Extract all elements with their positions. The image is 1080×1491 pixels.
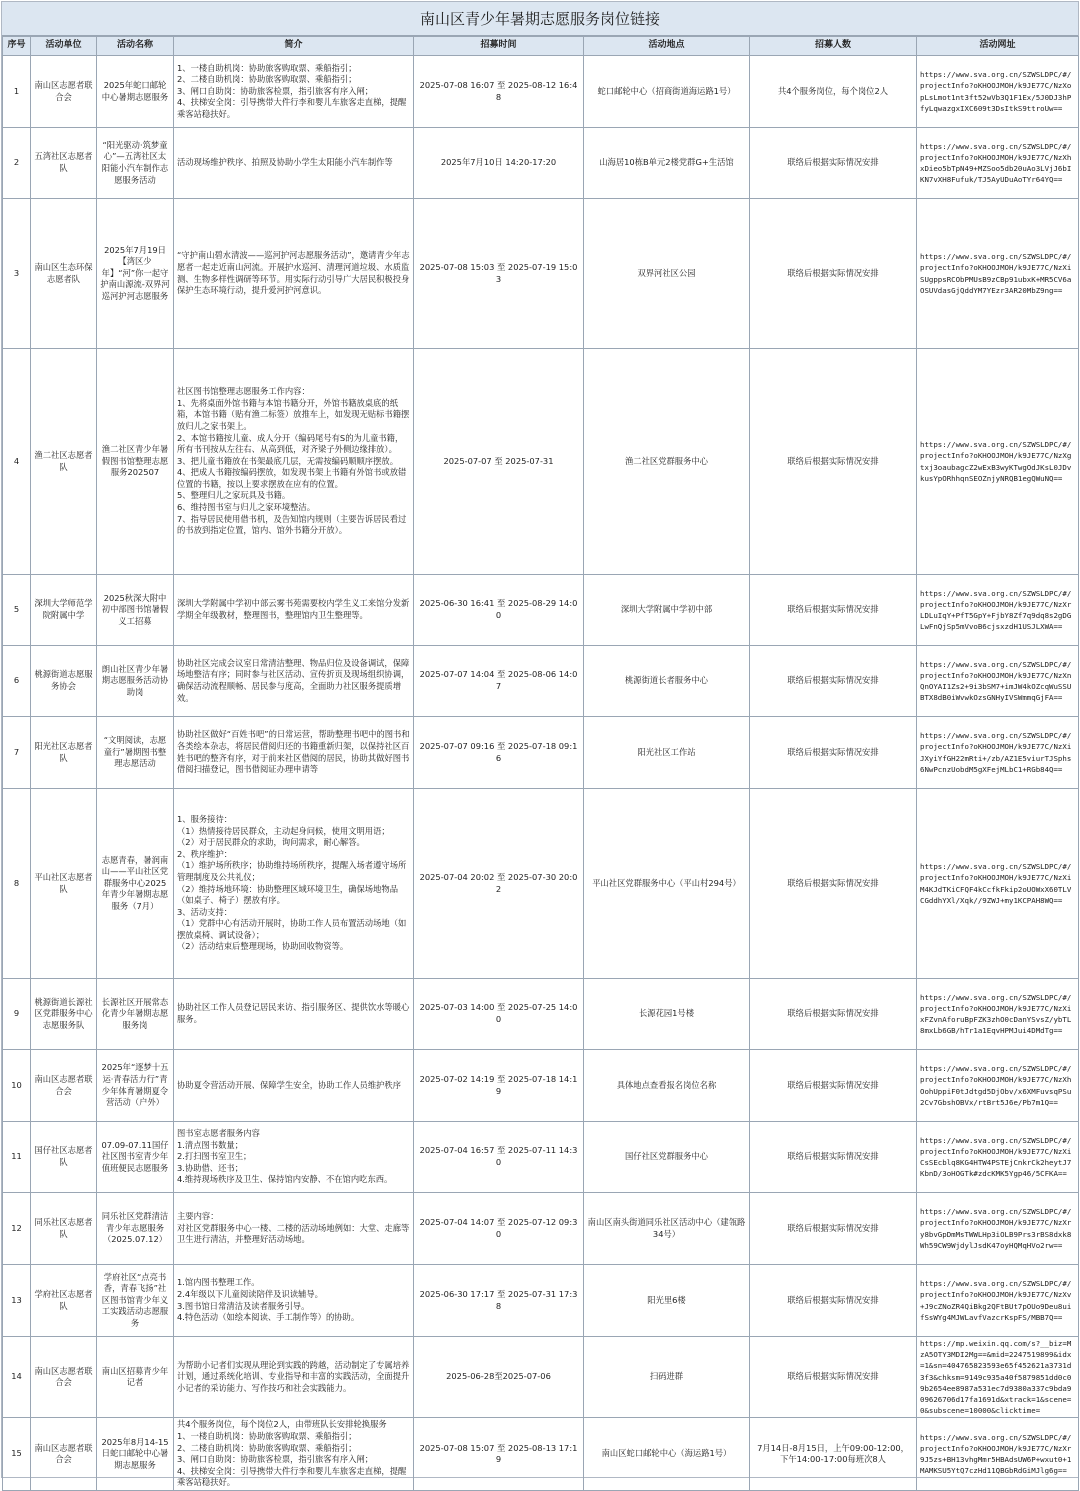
table-body <box>3 56 1079 1491</box>
headcount-cell: 联络后根据实际情况安排 <box>750 128 917 199</box>
recruit-time-cell: 2025-07-03 14:00 至 2025-07-25 14:00 <box>414 979 584 1050</box>
url-cell[interactable]: https://www.sva.org.cn/SZWSLDPC/#/projectInfo?oKHOOJMOH/k9JE77C/NzXopLsLmot1nt3ft52wVb3Q1F1Ex/5J0DJ3hPfyLqwazgxIXC609t3DsItkS9ttroUw== <box>917 56 1079 128</box>
headcount-cell: 联络后根据实际情况安排 <box>750 717 917 789</box>
unit-cell: 同乐社区志愿者队 <box>31 1193 97 1265</box>
row-number: 8 <box>3 789 31 979</box>
location-cell: 阳光里6楼 <box>584 1265 750 1337</box>
url-cell[interactable]: https://www.sva.org.cn/SZWSLDPC/#/projectInfo?oKHOOJMOH/k9JE77C/NzXv+J9cZNoZR4QiBkg2QFtBUt7pOUo9Deu8uifSsWYg4MJWLavfVazcrKspFS/MBB7Q== <box>917 1265 1079 1337</box>
url-cell[interactable]: https://www.sva.org.cn/SZWSLDPC/#/projectInfo?oKHOOJMOH/k9JE77C/NzXhOohUppiF0tJdtgd5DjObv/x6XMFuvsqPSu2Cv7GbshOBVx/rtBrt5J6e/Pb7m1Q== <box>917 1050 1079 1122</box>
location-cell: 国仔社区党群服务中心 <box>584 1122 750 1193</box>
url-cell[interactable]: https://www.sva.org.cn/SZWSLDPC/#/projectInfo?oKHOOJMOH/k9JE77C/NzXixFZvnAforuBpFZK3zhO0cDanYSvsZ/ybTL8mxLb6GB/hTr1a1EqvHPMJui4DMdTg== <box>917 979 1079 1050</box>
location-cell: 桃源街道长者服务中心 <box>584 646 750 717</box>
intro-cell: 协助社区完成会议室日常清洁整理、物品归位及设备调试，保障场地整洁有序；同时参与社区活动、宣传折页及现场组织协调，确保活动流程顺畅、居民参与度高，全面助力社区服务提质增效。 <box>174 646 414 717</box>
intro-cell: 社区图书馆整理志愿服务工作内容： 1、先将桌面外馆书籍与本馆书籍分开，外馆书籍放桌底的纸箱，本馆书籍（贴有渔二标签）放推车上，如发现无贴标书籍摆放归儿之家书架上。 2、本馆书籍按儿童、成人分开（编码尾号有S的为儿童书籍，所有书刊按从左往右、从高到低，对齐梁子外侧边缘排放）。 3、把儿童书籍放在书架最底几层，无需按编码顺顺序摆放。 4、把成人书籍按编码摆放，如发现书架上书籍有外馆书或放错位置的书籍，按以上要求摆放在应有的位置。 5、整理归儿之家玩具及书籍。 6、维持图书室与归儿之家环境整洁。 7、指导居民使用借书机，及告知馆内规则（主要告诉居民看过的书放到指定位置，馆内、馆外书籍分开放）。 <box>174 349 414 575</box>
table-row <box>3 646 1079 717</box>
recruit-time-cell: 2025-07-04 14:07 至 2025-07-12 09:30 <box>414 1193 584 1265</box>
table-row <box>3 199 1079 349</box>
row-number: 9 <box>3 979 31 1050</box>
table-row <box>3 56 1079 128</box>
intro-cell: 主要内容： 对社区党群服务中心一楼、二楼的活动场地例如：大堂、走廊等卫生进行清洁，并整理好活动场地。 <box>174 1193 414 1265</box>
table-row <box>3 717 1079 789</box>
headcount-cell: 7月14日-8月15日，上午09:00-12:00，下午14:00-17:00每班次8人 <box>750 1418 917 1491</box>
intro-cell: “守护南山碧水清波——巡河护河志愿服务活动”，邀请青少年志愿者一起走近南山河流。开展护水巡河、清理河道垃圾、水质监测、生物多样性调研等环节。用实际行动引导广大居民积极投身保护生态环境行动，提升爱河护河意识。 <box>174 199 414 349</box>
recruit-time-cell: 2025-07-07 至 2025-07-31 <box>414 349 584 575</box>
header-time: 招募时间 <box>414 37 584 56</box>
activity-name-cell: 学府社区“点亮书香，青春飞扬”社区图书馆青少年义工实践活动志愿服务 <box>97 1265 174 1337</box>
table-row <box>3 789 1079 979</box>
intro-cell: 深圳大学附属中学初中部云雾书苑需要校内学生义工来馆分发新学期全年级教材，整理图书，整理馆内卫生整理等。 <box>174 575 414 646</box>
recruit-time-cell: 2025-06-30 16:41 至 2025-08-29 14:00 <box>414 575 584 646</box>
row-number: 5 <box>3 575 31 646</box>
sheet-title: 南山区青少年暑期志愿服务岗位链接 <box>2 2 1078 36</box>
activity-name-cell: 2025秋深大附中初中部图书馆暑假义工招募 <box>97 575 174 646</box>
url-cell[interactable]: https://www.sva.org.cn/SZWSLDPC/#/projectInfo?oKHOOJMOH/k9JE77C/NzXry8bvGpDmMsTWWLHp3iOLB9Prs3rBS8dxk8Wh59CW9WjdylJsdK47oyHQMqHVo2rw== <box>917 1193 1079 1265</box>
table-row <box>3 1265 1079 1337</box>
recruit-time-cell: 2025-06-28至2025-07-06 <box>414 1337 584 1418</box>
row-number: 14 <box>3 1337 31 1418</box>
url-cell[interactable]: https://www.sva.org.cn/SZWSLDPC/#/projectInfo?oKHOOJMOH/k9JE77C/NzXhxDieo5bTpN49+MZSoo5db20uAo3LVjJ6bIKN7vXH8Fufuk/TJ5AyUDuAoTYr64YQ== <box>917 128 1079 199</box>
intro-cell: 1、服务接待： （1）热情接待居民群众，主动起身问候，使用文明用语； （2）对于居民群众的求助，询问需求，耐心解答。 2、秩序维护： （1）维护场所秩序；协助维持场所秩序，提醒入场者遵守场所管理制度及公共礼仪； （2）维持场地环境：协助整理区域环境卫生，确保场地物品（如桌子、椅子）摆放有序。 3、活动支持： （1）党群中心有活动开展时，协助工作人员布置活动场地（如摆放桌椅、调试设备）； （2）活动结束后整理现场，协助回收物资等。 <box>174 789 414 979</box>
unit-cell: 平山社区志愿者队 <box>31 789 97 979</box>
row-number: 6 <box>3 646 31 717</box>
table-row <box>3 128 1079 199</box>
activity-name-cell: 2025年蛇口邮轮中心暑期志愿服务 <box>97 56 174 128</box>
unit-cell: 五湾社区志愿者队 <box>31 128 97 199</box>
url-cell[interactable]: https://www.sva.org.cn/SZWSLDPC/#/projectInfo?oKHOOJMOH/k9JE77C/NzXiCsSEcblq8KG4HTW4PSTEjCnkrCk2heytJ7KbnD/3oHOGTk#zdcKMK5Ygp46/5CFKA== <box>917 1122 1079 1193</box>
location-cell: 长源花园1号楼 <box>584 979 750 1050</box>
recruit-time-cell: 2025-07-07 09:16 至 2025-07-18 09:16 <box>414 717 584 789</box>
url-cell[interactable]: https://www.sva.org.cn/SZWSLDPC/#/projectInfo?oKHOOJMOH/k9JE77C/NzXgtxj3oaubagcZ2wExB3wyKTwgOdJKsL0JDvkusYpORhhqnSEOZnjyNRQB1egQWuNQ== <box>917 349 1079 575</box>
header-unit: 活动单位 <box>31 37 97 56</box>
location-cell: 阳光社区工作站 <box>584 717 750 789</box>
activity-name-cell: “文明阅读，志愿童行”暑期图书整理志愿活动 <box>97 717 174 789</box>
table-row <box>3 349 1079 575</box>
unit-cell: 桃源街道志愿服务协会 <box>31 646 97 717</box>
activity-name-cell: 南山区招募青少年记者 <box>97 1337 174 1418</box>
url-cell[interactable]: https://mp.weixin.qq.com/s?__biz=MzA5OTY3MDI2Mg==&mid=2247519899&idx=1&sn=404765823593e65f452621a3731d3f3&chksm=9149c935a40f5879851dd0c09b2654ee8987a531ec7d9380a337c9bda909626706d17fa1691d&xtrack=1&scene=0&subscene=10000&clicktime= <box>917 1337 1079 1418</box>
row-number: 1 <box>3 56 31 128</box>
location-cell: 蛇口邮轮中心（招商街道海运路1号） <box>584 56 750 128</box>
recruit-time-cell: 2025年7月10日 14:20-17:20 <box>414 128 584 199</box>
activity-name-cell: 志愿青春，暑润南山——平山社区党群服务中心2025年青少年暑期志愿服务（7月） <box>97 789 174 979</box>
intro-cell: 1、一楼自助机岗：协助旅客购取票、乘船指引； 2、二楼自助机岗：协助旅客购取票、乘船指引； 3、闸口自助岗：协助旅客检票，指引旅客有序入闸； 4、扶梯安全岗：引导携带大件行李和婴儿车旅客走直梯，提醒乘客站稳扶好。 <box>174 56 414 128</box>
row-number: 13 <box>3 1265 31 1337</box>
activity-name-cell: 渔二社区青少年暑假图书馆整理志愿服务202507 <box>97 349 174 575</box>
headcount-cell: 联络后根据实际情况安排 <box>750 1337 917 1418</box>
headcount-cell: 共4个服务岗位，每个岗位2人 <box>750 56 917 128</box>
intro-cell: 协助社区做好“百姓书吧”的日常运营，帮助整理书吧中的图书和各类绘本杂志，将居民借阅归还的书籍重新归架，以保持社区百姓书吧的整齐有序，对于前来社区借阅的居民，协助其做好图书借阅扫描登记，图书借阅证办理申请等 <box>174 717 414 789</box>
row-number: 4 <box>3 349 31 575</box>
headcount-cell: 联络后根据实际情况安排 <box>750 979 917 1050</box>
recruit-time-cell: 2025-07-08 16:07 至 2025-08-12 16:48 <box>414 56 584 128</box>
intro-cell: 活动现场维护秩序、拍照及协助小学生太阳能小汽车制作等 <box>174 128 414 199</box>
unit-cell: 渔二社区志愿者队 <box>31 349 97 575</box>
unit-cell: 南山区志愿者联合会 <box>31 1418 97 1491</box>
header-url: 活动网址 <box>917 37 1079 56</box>
location-cell: 南山区南头街道同乐社区活动中心（建瓴路34号） <box>584 1193 750 1265</box>
url-cell[interactable]: https://www.sva.org.cn/SZWSLDPC/#/projectInfo?oKHOOJMOH/k9JE77C/NzXiSUgppsRCObPMUsB9zCBp91ubxK+MR5CV6aOSUVdasGjQddYM7YEzr3AR20MbZ9ng== <box>917 199 1079 349</box>
row-number: 15 <box>3 1418 31 1491</box>
table-row <box>3 1050 1079 1122</box>
location-cell: 具体地点查看报名岗位名称 <box>584 1050 750 1122</box>
location-cell: 平山社区党群服务中心（平山村294号） <box>584 789 750 979</box>
spreadsheet <box>1 1 1079 1488</box>
location-cell: 双界河社区公园 <box>584 199 750 349</box>
headcount-cell: 联络后根据实际情况安排 <box>750 199 917 349</box>
row-number: 11 <box>3 1122 31 1193</box>
url-cell[interactable]: https://www.sva.org.cn/SZWSLDPC/#/projectInfo?oKHOOJMOH/k9JE77C/NzXnQnOYAI1Zs2+9i3bSM7+imJW4kOZcqWuSSUBTX8dB0iWvwkOzsGNHyIVSWmmqGjFA== <box>917 646 1079 717</box>
intro-cell: 为帮助小记者们实现从理论到实践的跨越，活动制定了专属培养计划，通过系统化培训、专业指导和丰富的实践活动，全面提升小记者的采访能力、写作技巧和社会实践能力。 <box>174 1337 414 1418</box>
url-cell[interactable]: https://www.sva.org.cn/SZWSLDPC/#/projectInfo?oKHOOJMOH/k9JE77C/NzXiJXyiYfGH22mRti+/zb/AZ1E5viurTJSphs6NwPcnzUobdM5gXFejMLbC1+RGb84Q== <box>917 717 1079 789</box>
intro-cell: 图书室志愿者服务内容 1.清点图书数量； 2.打扫图书室卫生； 3.协助借、还书； 4.维持现场秩序及卫生、保持馆内安静、不在馆内吃东西。 <box>174 1122 414 1193</box>
row-number: 10 <box>3 1050 31 1122</box>
header-count: 招募人数 <box>750 37 917 56</box>
header-place: 活动地点 <box>584 37 750 56</box>
row-number: 12 <box>3 1193 31 1265</box>
intro-cell: 1.馆内图书整理工作。 2.4年级以下儿童阅读陪伴及识读辅导。 3.图书馆日常清洁及读者服务引导。 4.特色活动（如绘本阅读、手工制作等）的协助。 <box>174 1265 414 1337</box>
activity-name-cell: 朗山社区青少年暑期志愿服务活动协助岗 <box>97 646 174 717</box>
recruit-time-cell: 2025-07-04 20:02 至 2025-07-30 20:02 <box>414 789 584 979</box>
activity-name-cell: 长源社区开展常态化青少年暑期志愿服务岗 <box>97 979 174 1050</box>
table-row <box>3 1418 1079 1491</box>
url-cell[interactable]: https://www.sva.org.cn/SZWSLDPC/#/projectInfo?oKHOOJMOH/k9JE77C/NzXiM4KJdTKiCFQF4kCcfkFkip2oUOWxX60TLVCGddhYXl/Xqk//9ZWJ+my1KCPAH8WQ== <box>917 789 1079 979</box>
headcount-cell: 联络后根据实际情况安排 <box>750 1265 917 1337</box>
header-intro: 简介 <box>174 37 414 56</box>
unit-cell: 国仔社区志愿者队 <box>31 1122 97 1193</box>
unit-cell: 阳光社区志愿者队 <box>31 717 97 789</box>
headcount-cell: 联络后根据实际情况安排 <box>750 1050 917 1122</box>
headcount-cell: 联络后根据实际情况安排 <box>750 1193 917 1265</box>
row-number: 2 <box>3 128 31 199</box>
recruit-time-cell: 2025-06-30 17:17 至 2025-07-31 17:38 <box>414 1265 584 1337</box>
unit-cell: 桃源街道长源社区党群服务中心志愿服务队 <box>31 979 97 1050</box>
header-row <box>3 37 1079 56</box>
activity-name-cell: 2025年“逐梦十五运·青春活力行”青少年体育暑期夏令营活动（户外） <box>97 1050 174 1122</box>
headcount-cell: 联络后根据实际情况安排 <box>750 1122 917 1193</box>
url-cell[interactable]: https://www.sva.org.cn/SZWSLDPC/#/projectInfo?oKHOOJMOH/k9JE77C/NzXr9J5zs+BH13vhgMmr5HBAdsUW6P+wxut0+1MAMKSU5YtQ7czHd11QBGbRdGiMJlg6g== <box>917 1418 1079 1491</box>
unit-cell: 南山区志愿者联合会 <box>31 56 97 128</box>
unit-cell: 深圳大学师范学院附属中学 <box>31 575 97 646</box>
activity-name-cell: 同乐社区党群清洁青少年志愿服务（2025.07.12） <box>97 1193 174 1265</box>
headcount-cell: 联络后根据实际情况安排 <box>750 789 917 979</box>
intro-cell: 共4个服务岗位，每个岗位2人，由带班队长安排轮换服务 1、一楼自助机岗：协助旅客购取票、乘船指引； 2、二楼自助机岗：协助旅客购取票、乘船指引； 3、闸口自助岗：协助旅客检票，指引旅客有序入闸； 4、扶梯安全岗：引导携带大件行李和婴儿车旅客走直梯，提醒乘客站稳扶好。 <box>174 1418 414 1491</box>
url-cell[interactable]: https://www.sva.org.cn/SZWSLDPC/#/projectInfo?oKHOOJMOH/k9JE77C/NzXrLDLuIqY+PfT5GpY+FjbY8Zf7q9dq8s2gDGLwFnQjSp5mVvoB6cjsxzdH1USJLXWA== <box>917 575 1079 646</box>
table-row <box>3 575 1079 646</box>
recruit-time-cell: 2025-07-08 15:07 至 2025-08-13 17:19 <box>414 1418 584 1491</box>
header-no: 序号 <box>3 37 31 56</box>
intro-cell: 协助社区工作人员登记居民来访、指引服务区、提供饮水等暖心服务。 <box>174 979 414 1050</box>
recruit-time-cell: 2025-07-02 14:19 至 2025-07-18 14:19 <box>414 1050 584 1122</box>
headcount-cell: 联络后根据实际情况安排 <box>750 575 917 646</box>
table-row <box>3 1122 1079 1193</box>
location-cell: 山海居10栋B单元2楼党群G+生活馆 <box>584 128 750 199</box>
table-row <box>3 1337 1079 1418</box>
location-cell: 扫码进群 <box>584 1337 750 1418</box>
headcount-cell: 联络后根据实际情况安排 <box>750 349 917 575</box>
volunteer-table <box>2 36 1079 1491</box>
recruit-time-cell: 2025-07-08 15:03 至 2025-07-19 15:03 <box>414 199 584 349</box>
row-number: 7 <box>3 717 31 789</box>
header-name: 活动名称 <box>97 37 174 56</box>
unit-cell: 南山区生态环保志愿者队 <box>31 199 97 349</box>
activity-name-cell: 2025年7月19日【湾区少年】“河”你一起守护南山源流-双界河巡河护河志愿服务 <box>97 199 174 349</box>
intro-cell: 协助夏令营活动开展、保障学生安全，协助工作人员维护秩序 <box>174 1050 414 1122</box>
activity-name-cell: “阳光驱动·筑梦童心”—五湾社区太阳能小汽车制作志愿服务活动 <box>97 128 174 199</box>
table-row <box>3 1193 1079 1265</box>
recruit-time-cell: 2025-07-07 14:04 至 2025-08-06 14:07 <box>414 646 584 717</box>
location-cell: 深圳大学附属中学初中部 <box>584 575 750 646</box>
row-number: 3 <box>3 199 31 349</box>
unit-cell: 南山区志愿者联合会 <box>31 1050 97 1122</box>
activity-name-cell: 2025年8月14-15日蛇口邮轮中心暑期志愿服务 <box>97 1418 174 1491</box>
activity-name-cell: 07.09-07.11国仔社区图书室青少年值班便民志愿服务 <box>97 1122 174 1193</box>
headcount-cell: 联络后根据实际情况安排 <box>750 646 917 717</box>
location-cell: 南山区蛇口邮轮中心（海运路1号） <box>584 1418 750 1491</box>
location-cell: 渔二社区党群服务中心 <box>584 349 750 575</box>
unit-cell: 南山区志愿者联合会 <box>31 1337 97 1418</box>
table-row <box>3 979 1079 1050</box>
unit-cell: 学府社区志愿者队 <box>31 1265 97 1337</box>
recruit-time-cell: 2025-07-04 16:57 至 2025-07-11 14:30 <box>414 1122 584 1193</box>
